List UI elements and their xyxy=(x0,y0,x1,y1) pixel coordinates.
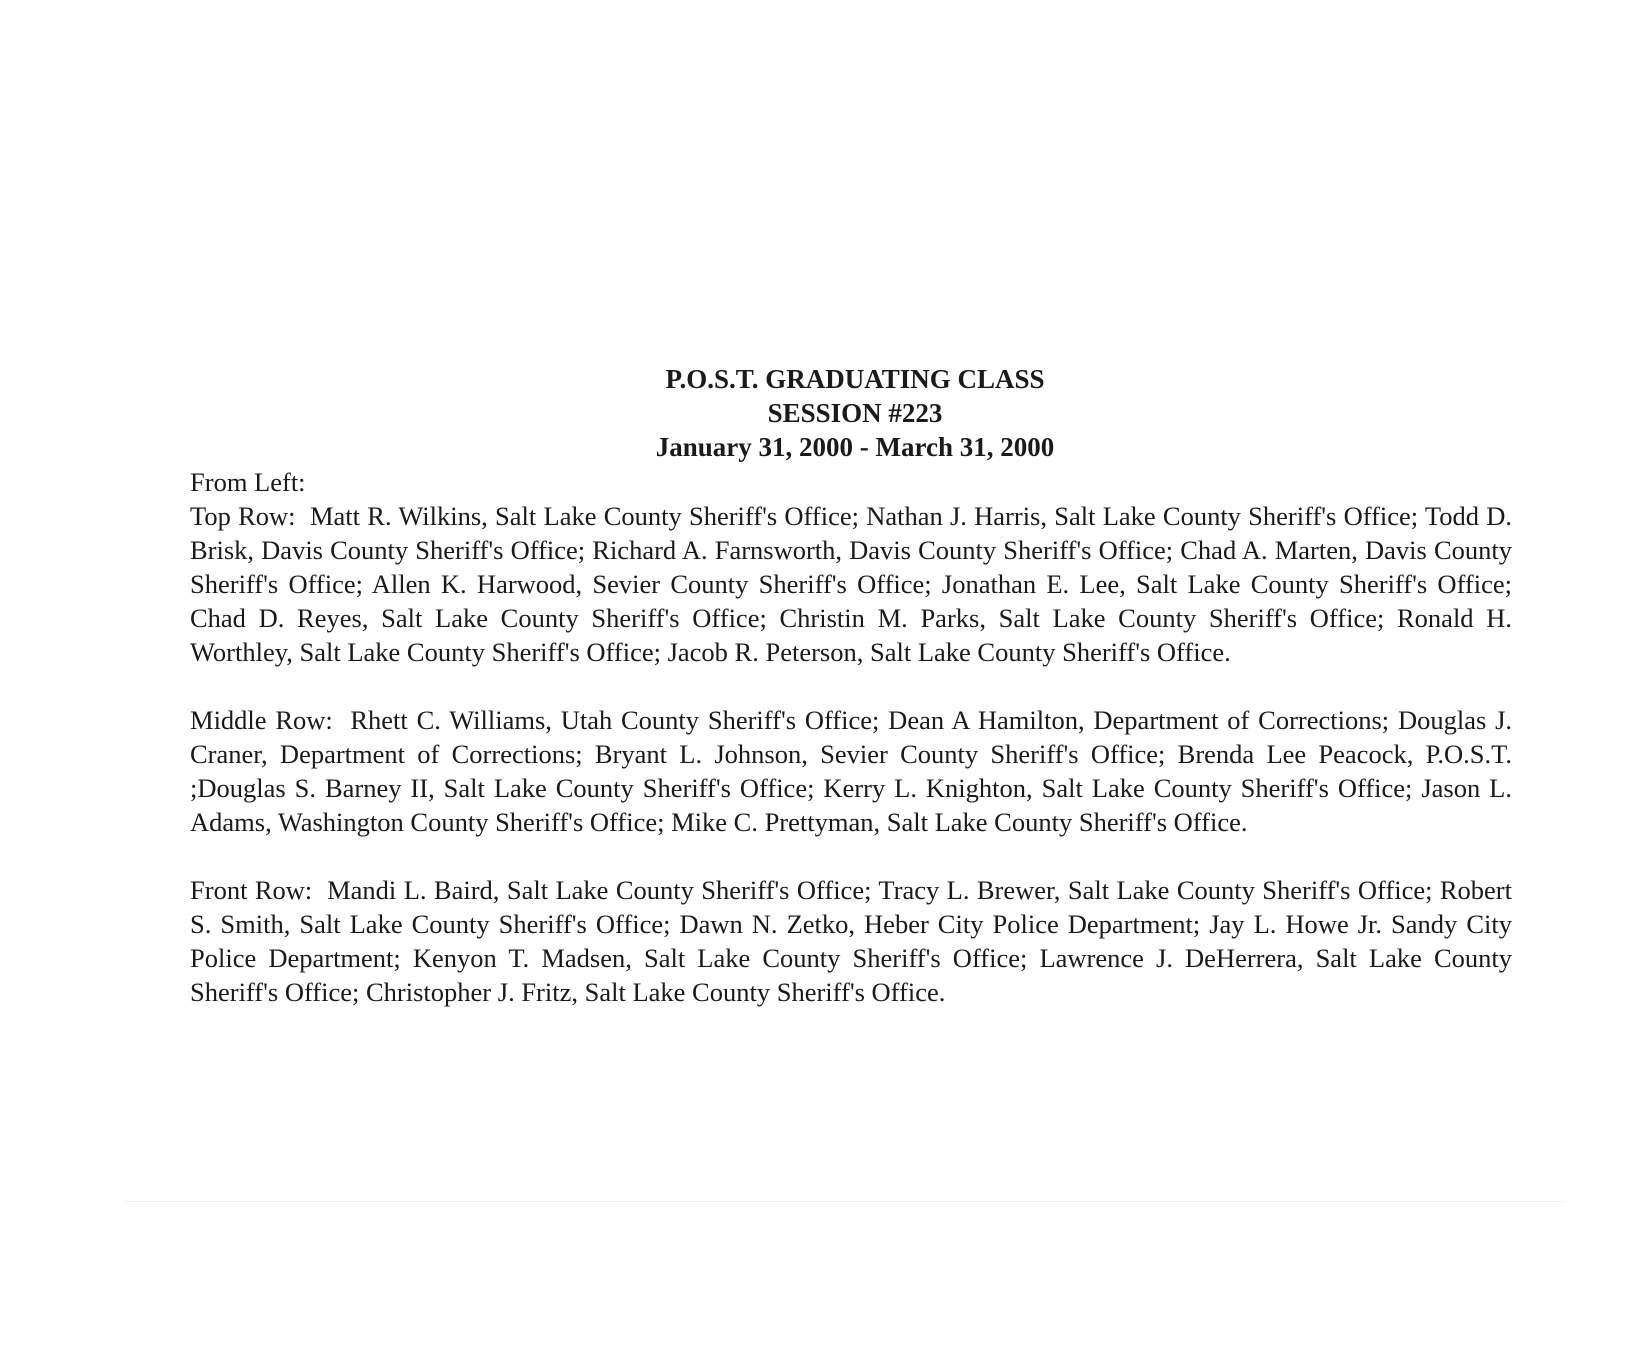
front-row-paragraph xyxy=(190,873,1512,1009)
intro-line: From Left: xyxy=(190,467,306,497)
top-row-paragraph xyxy=(190,499,1512,669)
heading-session: SESSION #223 xyxy=(767,398,943,428)
heading-dates: January 31, 2000 - March 31, 2000 xyxy=(655,432,1055,462)
front-row-names: Mandi L. Baird, Salt Lake County Sheriff's Office; Tracy L. Brewer, Salt Lake County Sheriff's Office; Robert S. Smith, Salt Lake County Sheriff's Office; Dawn N. Zetko, Heber City Police Department; Jay L. Howe Jr. Sandy City Police Department; Kenyon T. Madsen, Salt Lake County Sheriff's Office; Lawrence J. DeHerrera, Salt Lake County Sheriff's Office; Christopher J. Fritz, Salt Lake County Sheriff's Office. xyxy=(190,875,1512,1007)
front-row-label: Front Row: xyxy=(190,875,313,905)
middle-row-label: Middle Row: xyxy=(190,705,333,735)
paragraph-gap xyxy=(190,839,1512,873)
paragraph-gap xyxy=(190,669,1512,703)
middle-row-paragraph xyxy=(190,703,1512,839)
faint-scan-line xyxy=(125,1201,1565,1202)
middle-row-names: Rhett C. Williams, Utah County Sheriff's Office; Dean A Hamilton, Department of Corrections; Douglas J. Craner, Department of Corrections; Bryant L. Johnson, Sevier County Sheriff's Office; Brenda Lee Peacock, P.O.S.T. ;Douglas S. Barney II, Salt Lake County Sheriff's Office; Kerry L. Knighton, Salt Lake County Sheriff's Office; Jason L. Adams, Washington County Sheriff's Office; Mike C. Prettyman, Salt Lake County Sheriff's Office. xyxy=(190,705,1513,837)
heading-title: P.O.S.T. GRADUATING CLASS xyxy=(665,364,1045,394)
document-heading xyxy=(190,362,1520,464)
top-row-label: Top Row: xyxy=(190,501,296,531)
top-row-names: Matt R. Wilkins, Salt Lake County Sheriff's Office; Nathan J. Harris, Salt Lake County Sheriff's Office; Todd D. Brisk, Davis County Sheriff's Office; Richard A. Farnsworth, Davis County Sheriff's Office; Chad A. Marten, Davis County Sheriff's Office; Allen K. Harwood, Sevier County Sheriff's Office; Jonathan E. Lee, Salt Lake County Sheriff's Office; Chad D. Reyes, Salt Lake County Sheriff's Office; Christin M. Parks, Salt Lake County Sheriff's Office; Ronald H. Worthley, Salt Lake County Sheriff's Office; Jacob R. Peterson, Salt Lake County Sheriff's Office. xyxy=(190,501,1513,667)
document-body xyxy=(190,465,1512,1009)
